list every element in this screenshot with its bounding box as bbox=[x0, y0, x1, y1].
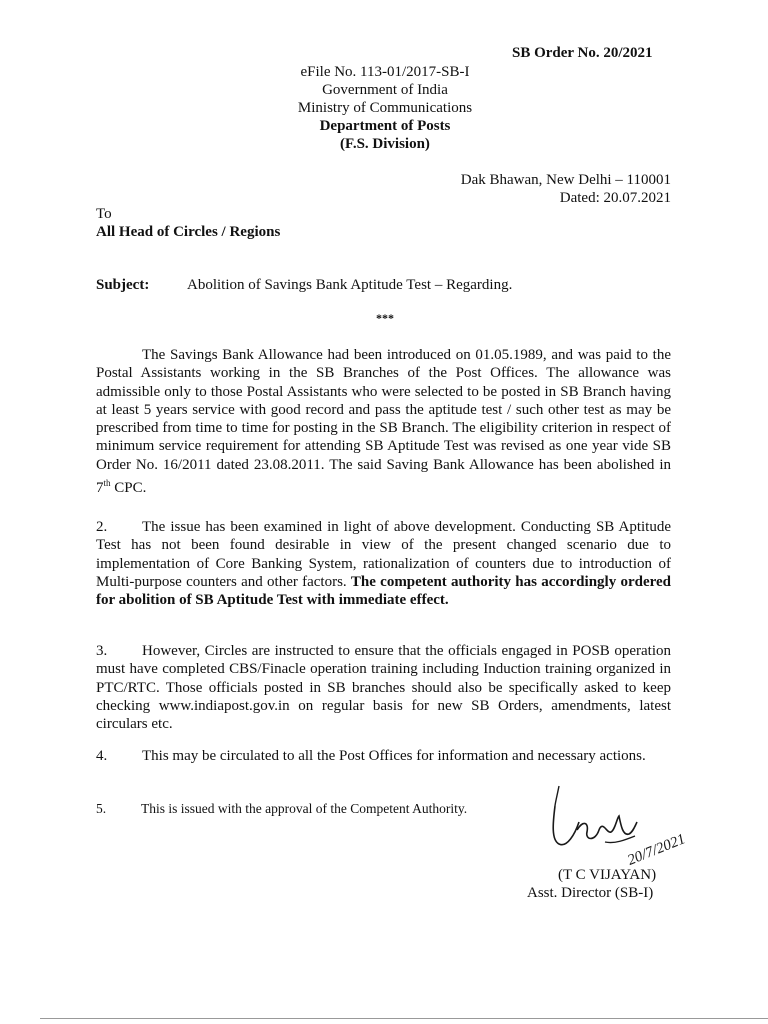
ministry-name: Ministry of Communications bbox=[297, 100, 473, 116]
signatory-name: (T C VIJAYAN) bbox=[558, 867, 657, 883]
paragraph-2-bold-text: The competent authority has accordingly ordered for abolition of SB Aptitude Test with immediate effect. bbox=[96, 573, 671, 609]
division-name: (F.S. Division) bbox=[340, 136, 430, 152]
bottom-rule bbox=[40, 1018, 768, 1019]
order-number: SB Order No. 20/2021 bbox=[512, 45, 653, 61]
handwritten-date: 20/7/2021 bbox=[625, 831, 688, 869]
paragraph-4 bbox=[96, 747, 671, 765]
subject-text: Abolition of Savings Bank Aptitude Test – Regarding. bbox=[187, 277, 513, 293]
paragraph-3-text: However, Circles are instructed to ensure that the officials engaged in POSB operation must have completed CBS/Finacle operation training including Induction training organized in PTC/RTC. Those officials posted in SB branches should also be specifically asked to keep checking www.indiapost.gov.in on regular basis for new SB Orders, amendments, latest circulars etc. bbox=[96, 643, 671, 733]
paragraph-1 bbox=[96, 346, 671, 497]
efile-number: eFile No. 113-01/2017-SB-I bbox=[300, 64, 470, 80]
paragraph-4-text: This may be circulated to all the Post Offices for information and necessary actions. bbox=[142, 748, 646, 764]
paragraph-5-text: This is issued with the approval of the Competent Authority. bbox=[141, 801, 468, 816]
paragraph-2 bbox=[96, 518, 671, 609]
to-label: To bbox=[96, 206, 112, 222]
superscript-th: th bbox=[103, 478, 111, 489]
signatory-designation: Asst. Director (SB-I) bbox=[527, 885, 654, 901]
paragraph-3-number: 3. bbox=[96, 643, 108, 659]
department-name: Department of Posts bbox=[319, 118, 451, 134]
recipient: All Head of Circles / Regions bbox=[96, 224, 281, 240]
subject-label: Subject: bbox=[96, 277, 150, 293]
paragraph-1-tail: CPC. bbox=[110, 480, 147, 497]
office-address: Dak Bhawan, New Delhi – 110001 bbox=[460, 172, 671, 188]
paragraph-2-number: 2. bbox=[96, 519, 108, 535]
government-name: Government of India bbox=[322, 82, 448, 98]
paragraph-5-number: 5. bbox=[96, 801, 107, 816]
separator-stars: *** bbox=[376, 311, 394, 325]
paragraph-3 bbox=[96, 642, 671, 733]
order-date: Dated: 20.07.2021 bbox=[559, 190, 671, 206]
paragraph-4-number: 4. bbox=[96, 748, 108, 764]
paragraph-2-text: The issue has been examined in light of above development. Conducting SB Aptitude Test has not been found desirable in view of the present changed scenario due to implementation of Core Banking System, rationalization of counters due to introduction of Multi-purpose counters and other factors. bbox=[96, 519, 671, 590]
paragraph-1-text: The Savings Bank Allowance had been introduced on 01.05.1989, and was paid to the Postal Assistants working in the SB Branches of the Post Offices. The allowance was admissible only to those Postal Assistants who were selected to be posted in SB Branch having at least 5 years service with good record and pass the aptitude test / such other test as may be prescribed from time to time for posting in the SB Branch. The eligibility criterion in respect of minimum service requirement for attending SB Aptitude Test was revised as one year vide SB Order No. 16/2011 dated 23.08.2011. The said Saving Bank Allowance has been abolished in 7 bbox=[96, 347, 671, 497]
